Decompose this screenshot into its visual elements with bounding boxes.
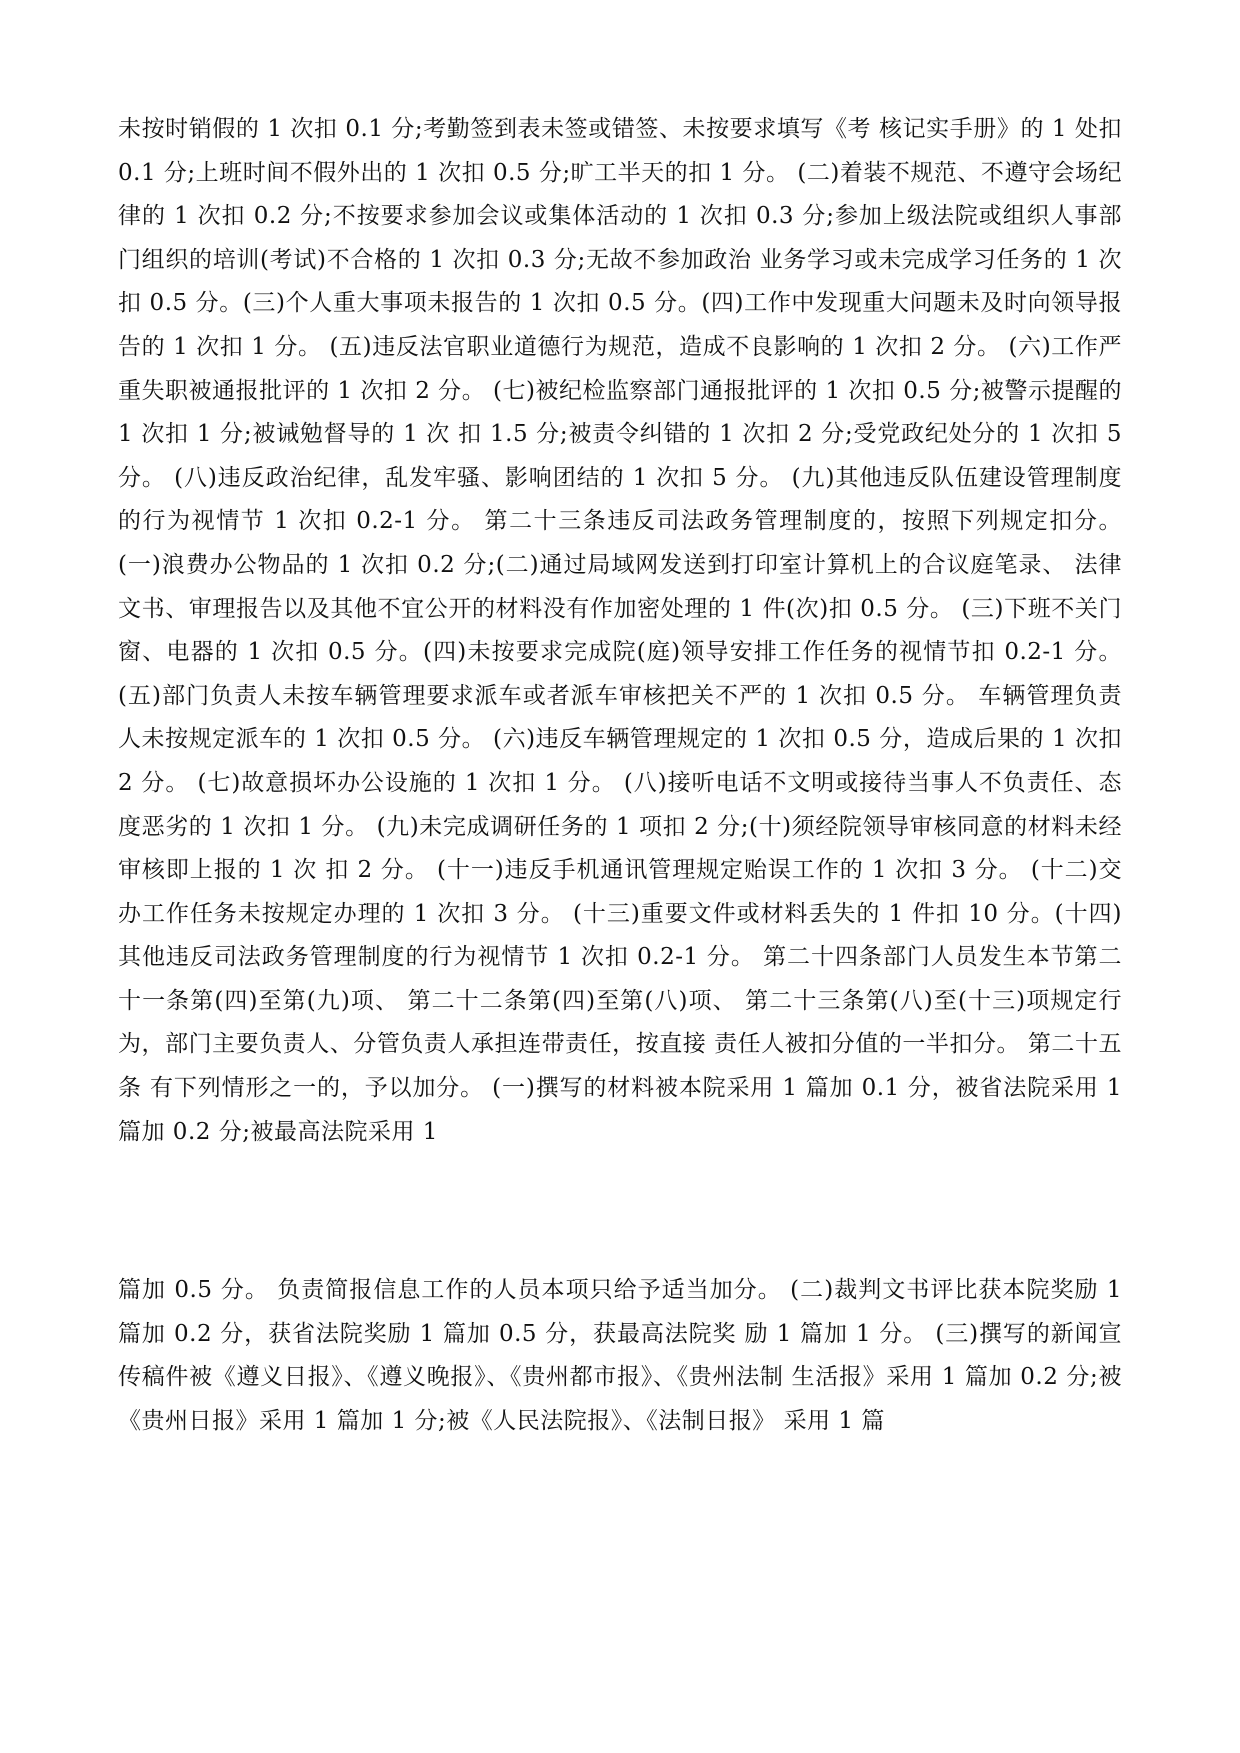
body-paragraph-1: 未按时销假的 1 次扣 0.1 分;考勤签到表未签或错签、未按要求填写《考 核记实手册》的 1 处扣 0.1 分;上班时间不假外出的 1 次扣 0.5 分;旷工半天的扣 1 分。 (二)着装不规范、不遵守会场纪律的 1 次扣 0.2 分;不按要求参加会议或集体活动的 1 次扣 0.3 分;参加上级法院或组织人事部门组织的培训(考试)不合格的 1 次扣 0.3 分;无故不参加政治 业务学习或未完成学习任务的 1 次扣 0.5 分。(三)个人重大事项未报告的 1 次扣 0.5 分。(四)工作中发现重大问题未及时向领导报告的 1 次扣 1 分。 (五)违反法官职业道德行为规范，造成不良影响的 1 次扣 2 分。 (六)工作严重失职被通报批评的 1 次扣 2 分。 (七)被纪检监察部门通报批评的 1 次扣 0.5 分;被警示提醒的 1 次扣 1 分;被诫勉督导的 1 次 扣 1.5 分;被责令纠错的 1 次扣 2 分;受党政纪处分的 1 次扣 5 分。 (八)违反政治纪律，乱发牢骚、影响团结的 1 次扣 5 分。 (九)其他违反队伍建设管理制度的行为视情节 1 次扣 0.2-1 分。 第二十三条违反司法政务管理制度的，按照下列规定扣分。 (一)浪费办公物品的 1 次扣 0.2 分;(二)通过局域网发送到打印室计算机上的合议庭笔录、 法律文书、审理报告以及其他不宜公开的材料没有作加密处理的 1 件(次)扣 0.5 分。 (三)下班不关门窗、电器的 1 次扣 0.5 分。(四)未按要求完成院(庭)领导安排工作任务的视情节扣 0.2-1 分。(五)部门负责人未按车辆管理要求派车或者派车审核把关不严的 1 次扣 0.5 分。 车辆管理负责人未按规定派车的 1 次扣 0.5 分。 (六)违反车辆管理规定的 1 次扣 0.5 分，造成后果的 1 次扣 2 分。 (七)故意损坏办公设施的 1 次扣 1 分。 (八)接听电话不文明或接待当事人不负责任、态度恶劣的 1 次扣 1 分。 (九)未完成调研任务的 1 项扣 2 分;(十)须经院领导审核同意的材料未经审核即上报的 1 次 扣 2 分。 (十一)违反手机通讯管理规定贻误工作的 1 次扣 3 分。 (十二)交办工作任务未按规定办理的 1 次扣 3 分。 (十三)重要文件或材料丢失的 1 件扣 10 分。(十四)其他违反司法政务管理制度的行为视情节 1 次扣 0.2-1 分。 第二十四条部门人员发生本节第二十一条第(四)至第(九)项、 第二十二条第(四)至第(八)项、 第二十三条第(八)至(十三)项规定行为，部门主要负责人、分管负责人承担连带责任，按直接 责任人被扣分值的一半扣分。 第二十五条 有下列情形之一的，予以加分。 (一)撰写的材料被本院采用 1 篇加 0.1 分，被省法院采用 1 篇加 0.2 分;被最高法院采用 1 (118, 116, 1122, 1145)
body-paragraph-2: 篇加 0.5 分。 负责简报信息工作的人员本项只给予适当加分。 (二)裁判文书评比获本院奖励 1 篇加 0.2 分，获省法院奖励 1 篇加 0.5 分，获最高法院奖 励 1 篇加 1 分。 (三)撰写的新闻宣传稿件被《遵义日报》、《遵义晚报》、《贵州都市报》、《贵州法制 生活报》采用 1 篇加 0.2 分;被《贵州日报》采用 1 篇加 1 分;被《人民法院报》、《法制日报》 采用 1 篇 (118, 1277, 1122, 1435)
document-page (118, 108, 1122, 1444)
